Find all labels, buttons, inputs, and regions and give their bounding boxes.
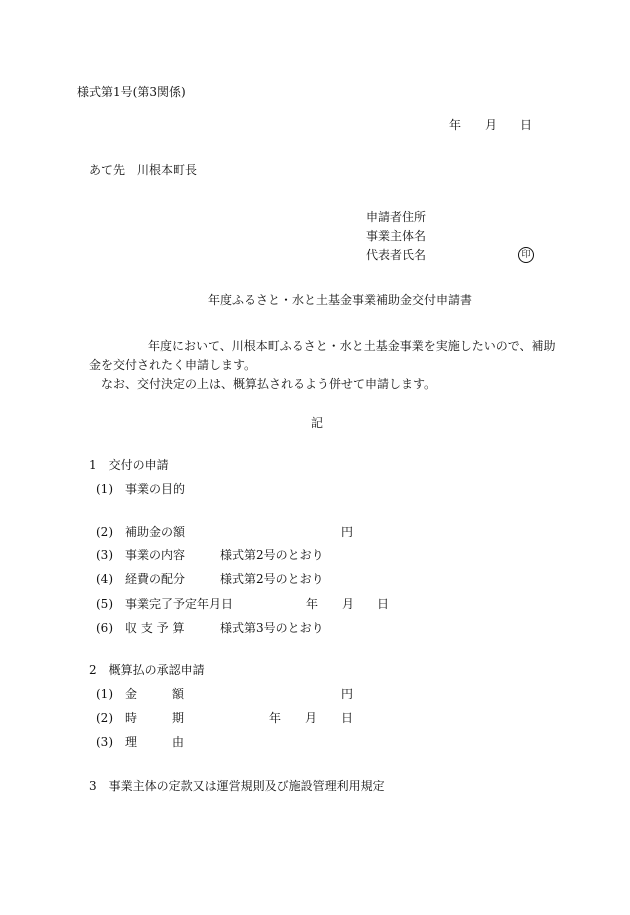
date-year: 年	[449, 118, 462, 132]
item-value: 様式第3号のとおり	[220, 621, 324, 635]
item-number: (3)	[96, 548, 113, 562]
item-label: 事業完了予定年月日	[125, 597, 234, 611]
item-label-b: 由	[172, 735, 185, 749]
item-year: 年	[269, 711, 282, 725]
addressee: あて先 川根本町長	[89, 163, 198, 177]
item-label-a: 理	[125, 735, 138, 749]
document-title: 年度ふるさと・水と土基金事業補助金交付申請書	[208, 293, 473, 307]
item-value: 様式第2号のとおり	[220, 548, 324, 562]
item-value: 様式第2号のとおり	[220, 572, 324, 586]
item-unit: 円	[341, 687, 354, 701]
section-1-heading: 1 交付の申請	[89, 458, 169, 472]
applicant-address-label: 申請者住所	[366, 210, 427, 224]
item-number: (2)	[96, 711, 113, 725]
item-label: 収 支 予 算	[125, 621, 185, 635]
item-label: 補助金の額	[125, 525, 186, 539]
item-label-a: 時	[125, 711, 138, 725]
applicant-representative-label: 代表者氏名	[366, 248, 427, 262]
section-2-heading: 2 概算払の承認申請	[89, 663, 205, 677]
seal-icon: 印	[518, 247, 534, 263]
item-month: 月	[342, 597, 355, 611]
item-number: (1)	[96, 482, 113, 496]
item-year: 年	[306, 597, 319, 611]
body-line-1: 年度において、川根本町ふるさと・水と土基金事業を実施したいので、補助	[148, 339, 556, 353]
item-day: 日	[377, 597, 390, 611]
item-day: 日	[341, 711, 354, 725]
item-label-b: 額	[172, 687, 185, 701]
section-3-heading: 3 事業主体の定款又は運営規則及び施設管理利用規定	[89, 779, 385, 793]
item-label: 経費の配分	[125, 572, 186, 586]
item-number: (6)	[96, 621, 113, 635]
item-number: (5)	[96, 597, 113, 611]
body-line-3: なお、交付決定の上は、概算払されるよう併せて申請します。	[101, 377, 437, 391]
item-label: 事業の目的	[125, 482, 186, 496]
item-number: (4)	[96, 572, 113, 586]
item-number: (1)	[96, 687, 113, 701]
item-number: (2)	[96, 525, 113, 539]
item-label-a: 金	[125, 687, 138, 701]
form-id: 様式第1号(第3関係)	[77, 85, 186, 99]
item-unit: 円	[341, 525, 354, 539]
date-day: 日	[520, 118, 533, 132]
body-line-2: 金を交付されたく申請します。	[89, 358, 257, 372]
item-label-b: 期	[172, 711, 185, 725]
item-label: 事業の内容	[125, 548, 186, 562]
item-month: 月	[305, 711, 318, 725]
item-number: (3)	[96, 735, 113, 749]
ki-marker: 記	[311, 416, 324, 430]
applicant-entity-label: 事業主体名	[366, 229, 427, 243]
date-month: 月	[485, 118, 498, 132]
